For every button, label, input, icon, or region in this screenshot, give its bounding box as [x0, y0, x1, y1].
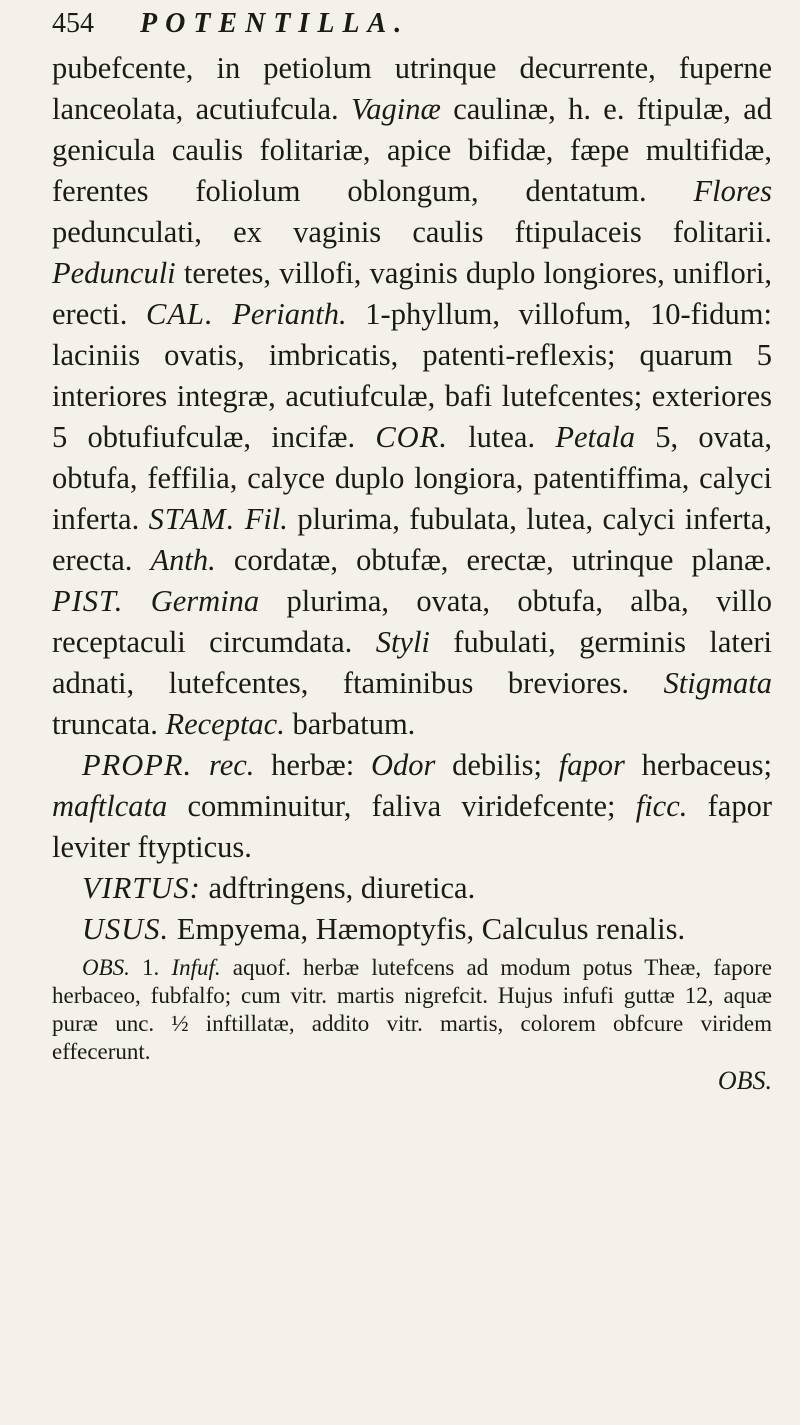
- running-title: POTENTILLA.: [140, 8, 410, 39]
- main-text: [52, 48, 772, 950]
- description-paragraph: pubefcente, in petiolum utrinque decurrente, fuperne lanceolata, acutiufcula. Vaginæ caulinæ, h. e. ftipulæ, ad genicula caulis folitariæ, apice bifidæ, fæpe multifidæ, ferentes foliolum oblongum, dentatum. Flores pedunculati, ex vaginis caulis ftipulaceis folitarii. Pedunculi teretes, villofi, vaginis duplo longiores, uniflori, erecti. CAL. Perianth. 1-phyllum, villofum, 10-fidum: laciniis ovatis, imbricatis, patenti-reflexis; quarum 5 interiores integræ, acutiufculæ, bafi lutefcentes; exteriores 5 obtufiufculæ, incifæ. COR. lutea. Petala 5, ovata, obtufa, feffilia, calyce duplo longiora, patentiffima, calyci inferta. STAM. Fil. plurima, fubulata, lutea, calyci inferta, erecta. Anth. cordatæ, obtufæ, erectæ, utrinque planæ. PIST. Germina plurima, ovata, obtufa, alba, villo receptaculi circumdata. Styli fubulati, germinis lateri adnati, lutefcentes, ftaminibus breviores. Stigmata truncata. Receptac. barbatum.: [52, 51, 773, 741]
- obs-note: OBS. 1. Infuf. aquof. herbæ lutefcens ad modum potus Theæ, fapore herbaceo, fubfalfo; cum vitr. martis nigrefcit. Hujus infufi guttæ 12, aquæ puræ unc. ½ inftillatæ, addito vitr. martis, colorem obfcure viridem effecerunt.: [52, 955, 773, 1064]
- properties-paragraph: PROPR. rec. herbæ: Odor debilis; fapor herbaceus; maftlcata comminuitur, faliva viridefcente; ficc. fapor leviter ftypticus.: [52, 748, 773, 864]
- virtus-paragraph: VIRTUS: adftringens, diuretica.: [82, 871, 476, 905]
- catchword: OBS.: [717, 1066, 772, 1095]
- usus-paragraph: USUS. Empyema, Hæmoptyfis, Calculus renalis.: [82, 912, 686, 946]
- page-number: 454: [52, 8, 94, 39]
- page-header: [52, 8, 772, 48]
- page: [52, 8, 773, 1095]
